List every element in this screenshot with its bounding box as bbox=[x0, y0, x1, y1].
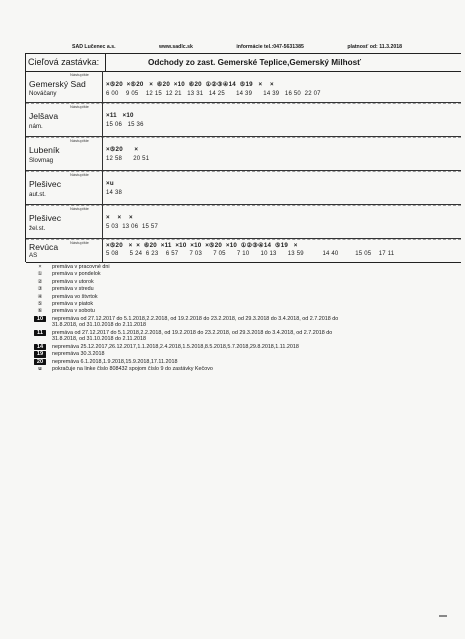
header bbox=[72, 44, 402, 50]
legend-text: premáva od 27.12.2017 do 5.1.2018,2.2.2018, od 19.2.2018 do 23.2.2018, od 29.3.2018 do 3.4.2018, od 2.7.2018 do bbox=[52, 329, 333, 336]
legend-symbol: ② bbox=[37, 278, 43, 285]
legend-row bbox=[34, 294, 454, 301]
legend-code-badge: 11 bbox=[34, 330, 46, 336]
stop-row bbox=[26, 71, 461, 103]
stop-divider bbox=[102, 205, 103, 238]
stop-row bbox=[26, 137, 461, 171]
validity-date: platnosť od: 11.3.2018 bbox=[347, 44, 402, 50]
legend-symbol: ③ bbox=[37, 286, 43, 293]
legend-code-badge: 19 bbox=[34, 351, 46, 357]
legend-row bbox=[34, 366, 454, 373]
nastupiste-label: Nástupište bbox=[70, 138, 89, 143]
stop-subname: Nováčany bbox=[29, 90, 57, 97]
target-stop-label: Cieľová zastávka: bbox=[28, 57, 100, 67]
legend-symbol: ⑤ bbox=[37, 300, 43, 307]
stop-name: Jelšava bbox=[29, 111, 59, 121]
row-separator bbox=[26, 239, 461, 240]
legend-row bbox=[34, 279, 454, 286]
stop-notes: ×u bbox=[106, 180, 114, 187]
departures-table bbox=[25, 53, 461, 262]
legend-symbol: ⑥ bbox=[37, 308, 43, 315]
legend-text: nepremáva od 27.12.2017 do 5.1.2018,2.2.2018, od 19.2.2018 do 23.2.2018, od 29.3.2018 do 3.4.2018, od 2.7.2018 do bbox=[52, 315, 339, 322]
stop-times: 6 00 9 05 12 15 12 21 13 31 14 25 14 39 14 39 16 50 22 07 bbox=[106, 91, 321, 97]
header-divider bbox=[105, 54, 106, 71]
legend-code-badge: 10 bbox=[34, 316, 46, 322]
legend-text: premáva v stredu bbox=[52, 286, 94, 293]
legend-text: nepremáva 30.3.2018 bbox=[52, 351, 105, 358]
legend-symbol: ④ bbox=[37, 293, 43, 300]
page-title: Odchody zo zast. Gemerské Teplice,Gemerský Milhosť bbox=[148, 58, 362, 67]
stop-notes: × × × bbox=[106, 214, 133, 221]
legend-text: premáva v piatok bbox=[52, 300, 94, 307]
stop-divider bbox=[102, 171, 103, 204]
stop-times: 5 08 5 24 6 23 6 57 7 03 7 05 7 10 10 13 13 59 14 40 15 05 17 11 bbox=[106, 251, 395, 257]
legend-text: pokračuje na linke číslo 808432 spojom číslo 9 do zastávky Kečovo bbox=[52, 365, 213, 372]
legend-symbol: ① bbox=[37, 271, 43, 278]
stop-name: Plešivec bbox=[29, 213, 61, 223]
stop-name: Revúca bbox=[29, 242, 59, 252]
stop-times: 15 06 15 36 bbox=[106, 122, 144, 128]
stop-notes: ×⑤20 × bbox=[106, 146, 139, 153]
legend-text: premáva v sobotu bbox=[52, 308, 95, 315]
legend-row bbox=[34, 351, 454, 358]
legend-text: nepremáva 25.12.2017,26.12.2017,1.1.2018,2.4.2018,1.5.2018,8.5.2018,5.7.2018,29.8.2018,1.11.2018 bbox=[52, 343, 299, 350]
stop-notes: ×⑤20 ×⑤20 × ⑥20 ×10 ⑥20 ①②③④14 ⑤19 × × bbox=[106, 81, 274, 88]
stop-times: 14 38 bbox=[106, 190, 123, 196]
legend-row bbox=[34, 308, 454, 315]
stop-divider bbox=[102, 137, 103, 170]
legend-row bbox=[34, 271, 454, 278]
stop-row bbox=[26, 103, 461, 137]
legend-row bbox=[34, 330, 454, 344]
legend-text: nepremáva 6.1.2018,1.9.2018,15.9.2018,17.11.2018 bbox=[52, 358, 178, 365]
company-name: SAD Lučenec a.s. bbox=[72, 44, 116, 50]
legend-symbol: u bbox=[38, 365, 42, 372]
stop-name: Gemerský Sad bbox=[29, 79, 86, 89]
legend bbox=[34, 264, 454, 373]
legend-text-continued: 31.8.2018, od 31.10.2018 do 2.11.2018 bbox=[52, 322, 147, 329]
row-separator bbox=[26, 205, 461, 206]
nastupiste-label: Nástupište bbox=[70, 172, 89, 177]
stop-divider bbox=[102, 71, 103, 102]
legend-row bbox=[34, 286, 454, 293]
nastupiste-label: Nástupište bbox=[70, 240, 89, 245]
stop-times: 12 58 20 51 bbox=[106, 156, 150, 162]
stop-name: Plešivec bbox=[29, 179, 61, 189]
legend-text: premáva v utorok bbox=[52, 278, 94, 285]
stop-notes: ×11 ×10 bbox=[106, 112, 134, 119]
nastupiste-label: Nástupište bbox=[70, 206, 89, 211]
nastupiste-label: Nástupište bbox=[70, 72, 89, 77]
website: www.sadlc.sk bbox=[159, 44, 193, 50]
stop-divider bbox=[102, 103, 103, 136]
legend-code-badge: 14 bbox=[34, 344, 46, 350]
legend-row bbox=[34, 301, 454, 308]
legend-symbol: × bbox=[38, 264, 42, 270]
legend-text-continued: 31.8.2018, od 31.10.2018 do 2.11.2018 bbox=[52, 336, 147, 343]
nastupiste-label: Nástupište bbox=[70, 104, 89, 109]
row-separator bbox=[26, 103, 461, 104]
legend-row bbox=[34, 344, 454, 351]
legend-row bbox=[34, 264, 454, 271]
table-header bbox=[26, 53, 461, 72]
stop-divider bbox=[102, 239, 103, 262]
legend-row bbox=[34, 359, 454, 366]
stop-times: 5 03 13 06 15 57 bbox=[106, 224, 158, 230]
row-separator bbox=[26, 171, 461, 172]
stop-subname: Slovmag bbox=[29, 157, 54, 164]
stop-subname: AS bbox=[29, 252, 38, 259]
stop-notes: ×⑤20 × × ⑥20 ×11 ×10 ×10 ×⑤20 ×10 ①②③④14 ⑤19 × bbox=[106, 242, 298, 249]
legend-text: premáva v pracovné dni bbox=[52, 264, 110, 270]
stop-subname: nám. bbox=[29, 123, 43, 130]
scan-mark bbox=[439, 615, 447, 617]
stop-row bbox=[26, 205, 461, 239]
stop-subname: žel.st. bbox=[29, 225, 46, 232]
info-phone: informácie tel.:047-5631385 bbox=[236, 44, 304, 50]
legend-code-badge: 20 bbox=[34, 359, 46, 365]
stop-subname: aut.st. bbox=[29, 191, 46, 198]
stop-row bbox=[26, 239, 461, 263]
row-separator bbox=[26, 137, 461, 138]
legend-row bbox=[34, 316, 454, 330]
stop-row bbox=[26, 171, 461, 205]
legend-text: premáva vo štvrtok bbox=[52, 293, 98, 300]
stop-name: Lubeník bbox=[29, 145, 60, 155]
legend-text: premáva v pondelok bbox=[52, 271, 101, 278]
